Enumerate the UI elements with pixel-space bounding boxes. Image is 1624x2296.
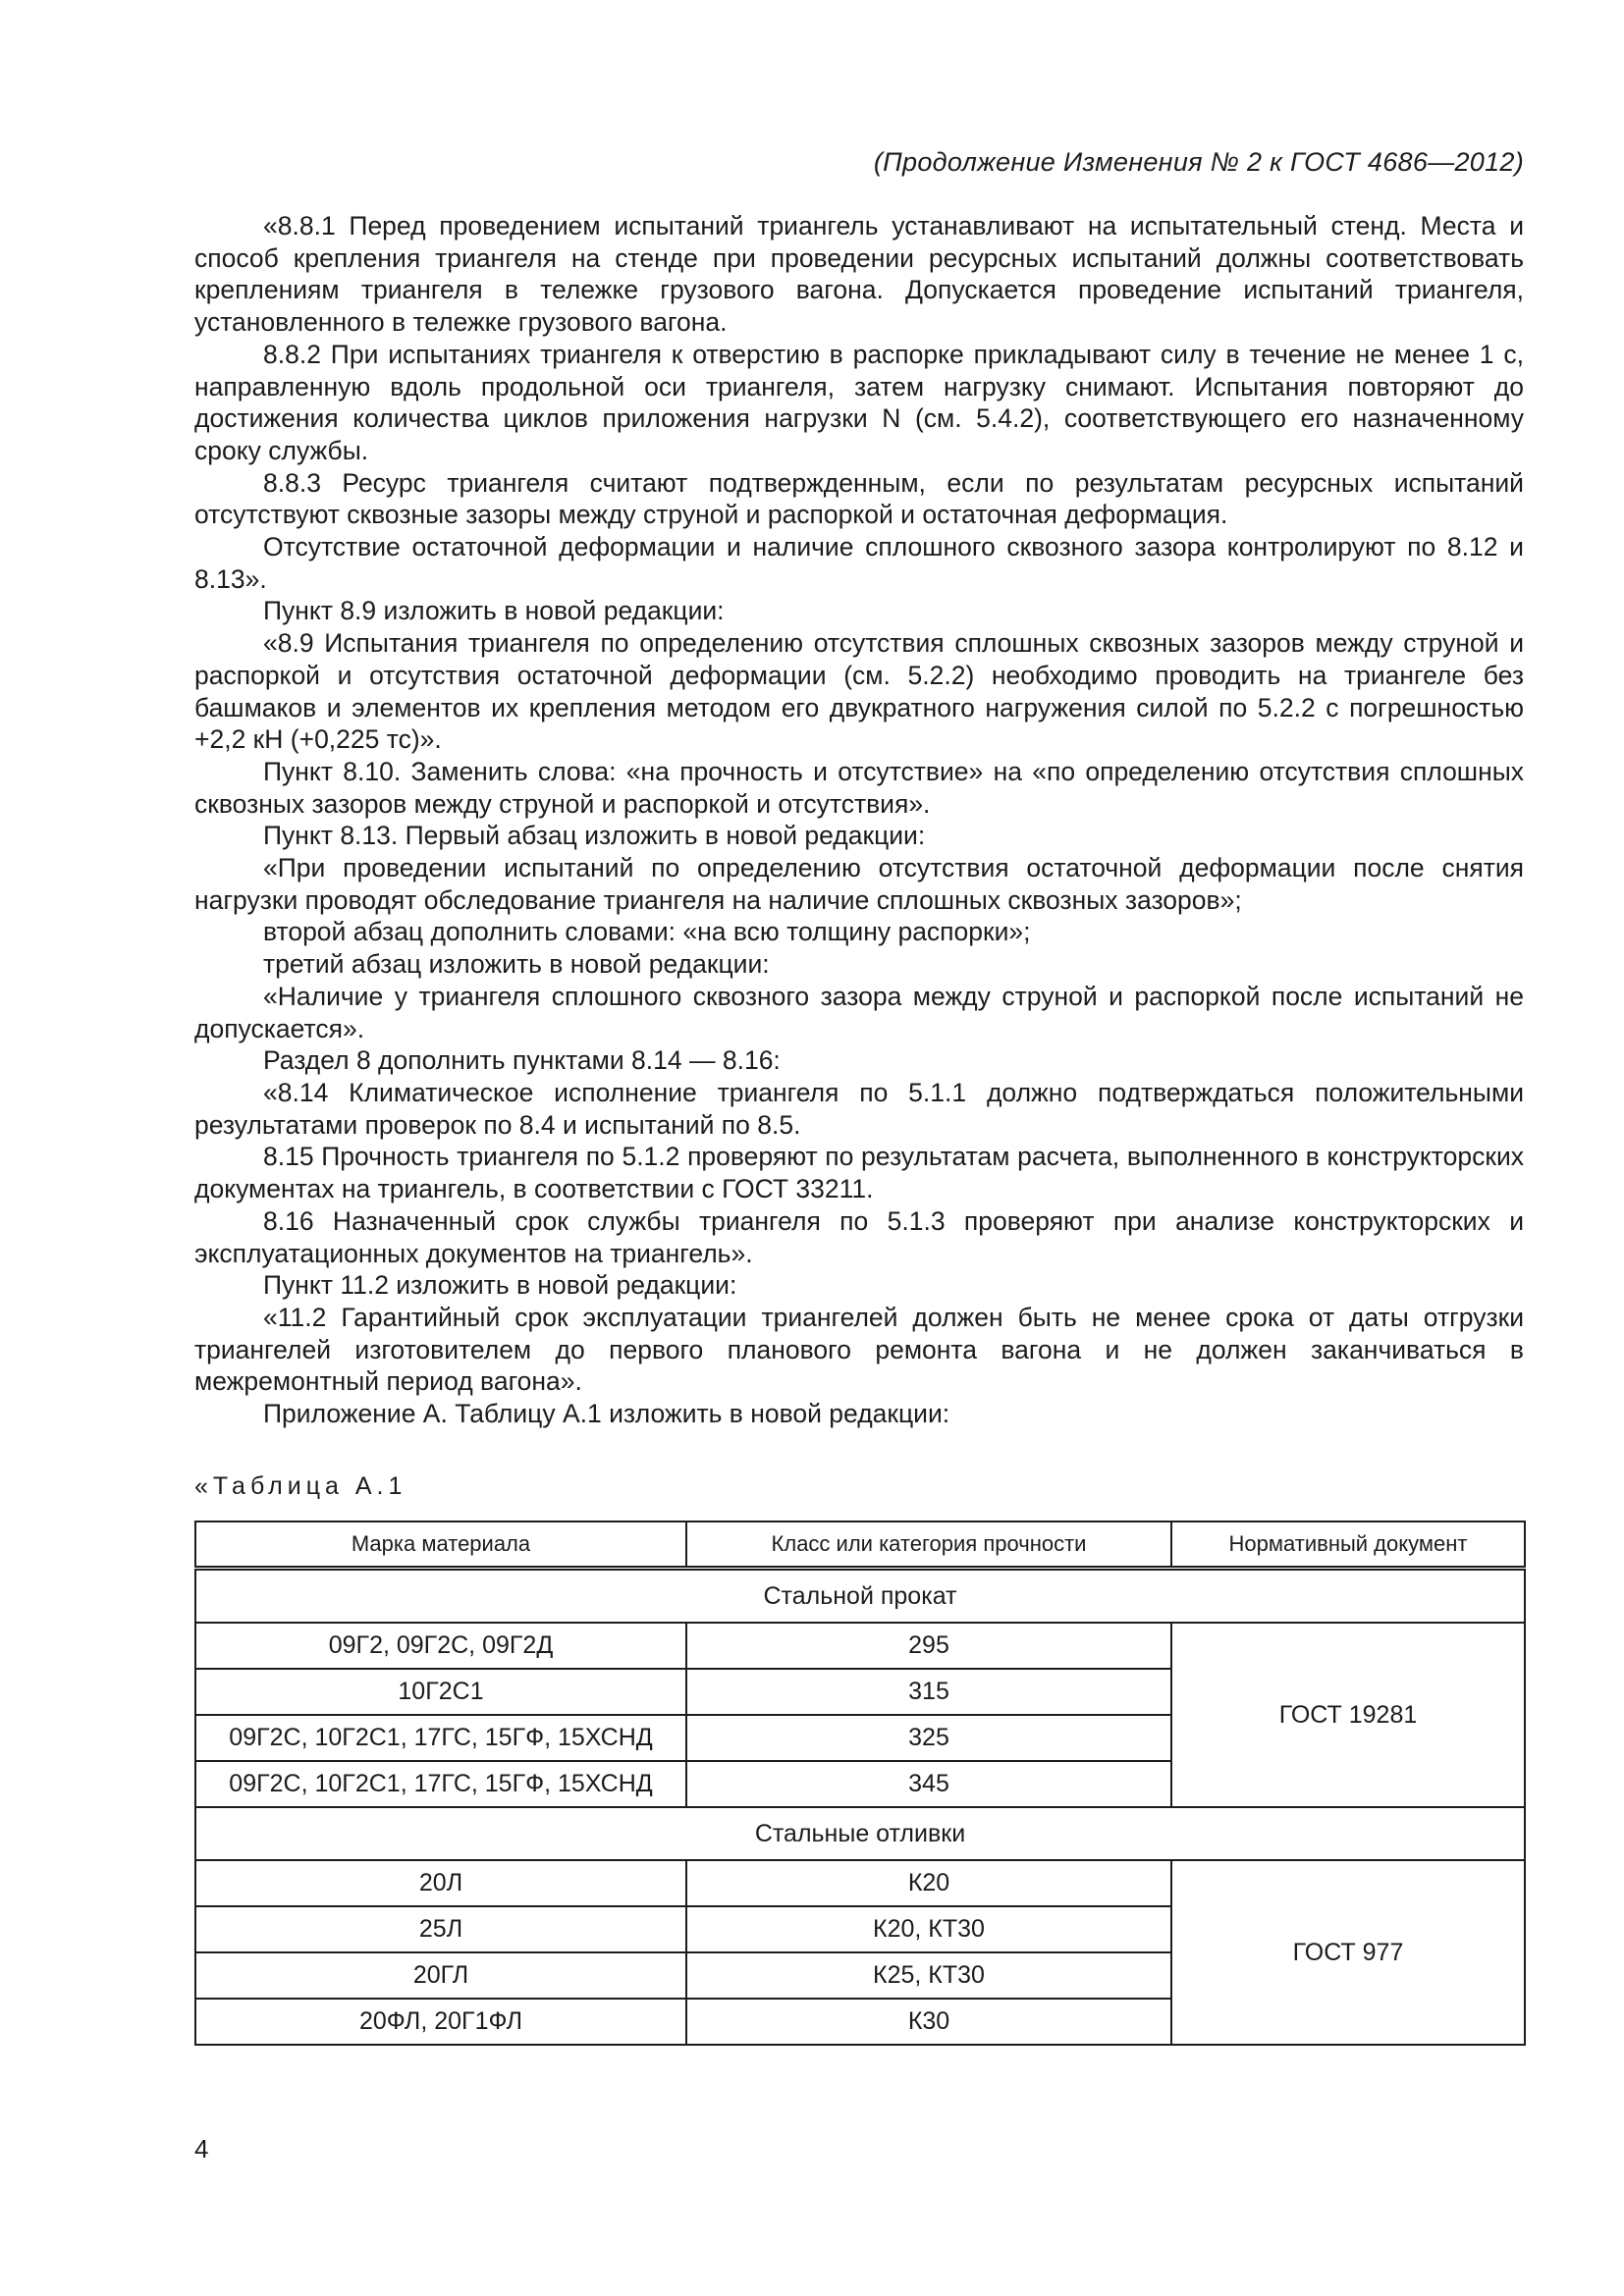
strength-cell: К30 xyxy=(686,1999,1171,2045)
section-title: Стальной прокат xyxy=(195,1569,1525,1624)
column-header: Класс или категория прочности xyxy=(686,1522,1171,1569)
strength-cell: К20, КТ30 xyxy=(686,1906,1171,1952)
paragraph-amend-8-10: Пункт 8.10. Заменить слова: «на прочность и отсутствие» на «по определению отсутствия сплошных сквозных зазоров между струной и распоркой и отсутствия». xyxy=(194,756,1524,819)
strength-cell: 295 xyxy=(686,1623,1171,1669)
paragraph-8-8-2: 8.8.2 При испытаниях триангеля к отверстию в распорке прикладывают силу в течение не менее 1 с, направленную вдоль продольной оси триангеля, затем нагрузку снимают. Испытания повторяют до достижения количества циклов приложения нагрузки N (см. 5.4.2), соответствующего его назначенному сроку службы. xyxy=(194,339,1524,465)
strength-cell: К25, КТ30 xyxy=(686,1952,1171,1999)
page-number: 4 xyxy=(194,2134,209,2163)
material-cell: 10Г2С1 xyxy=(195,1669,686,1715)
paragraph-control-note: Отсутствие остаточной деформации и наличие сплошного сквозного зазора контролируют по 8.12 и 8.13». xyxy=(194,532,1524,594)
paragraph-appendix-a: Приложение А. Таблицу А.1 изложить в новой редакции: xyxy=(263,1399,950,1429)
paragraph-11-2: «11.2 Гарантийный срок эксплуатации триангелей должен быть не менее срока от даты отгрузки триангелей изготовителем до первого планового ремонта вагона и не должен заканчиваться в межремонтный период вагона». xyxy=(194,1302,1524,1397)
paragraph-amend-11-2: Пункт 11.2 изложить в новой редакции: xyxy=(263,1270,737,1301)
material-cell: 20ФЛ, 20Г1ФЛ xyxy=(195,1999,686,2045)
column-header: Нормативный документ xyxy=(1171,1522,1525,1569)
paragraph-8-16: 8.16 Назначенный срок службы триангеля по 5.1.3 проверяют при анализе конструкторских и эксплуатационных документов на триангель». xyxy=(194,1205,1524,1268)
paragraph-8-8-1: «8.8.1 Перед проведением испытаний триангель устанавливают на испытательный стенд. Места и способ крепления триангеля на стенде при проведении ресурсных испытаний должны соответствовать креплениям триангеля в тележке грузового вагона. Допускается проведение испытаний триангеля, установленного в тележке грузового вагона. xyxy=(194,211,1524,338)
material-cell: 20ГЛ xyxy=(195,1952,686,1999)
paragraph-8-15: 8.15 Прочность триангеля по 5.1.2 проверяют по результатам расчета, выполненного в конструкторских документах на триангель, в соответствии с ГОСТ 33211. xyxy=(194,1142,1524,1204)
table-caption: «Таблица А.1 xyxy=(194,1472,407,1500)
materials-table xyxy=(194,1521,1526,2046)
material-cell: 09Г2С, 10Г2С1, 17ГС, 15ГФ, 15ХСНД xyxy=(195,1761,686,1807)
paragraph-8-13-first: «При проведении испытаний по определению отсутствия остаточной деформации после снятия нагрузки проводят обследование триангеля на наличие сплошных сквозных зазоров»; xyxy=(194,853,1524,915)
paragraph-amend-8-9: Пункт 8.9 изложить в новой редакции: xyxy=(263,596,725,626)
strength-cell: 325 xyxy=(686,1715,1171,1761)
table-row xyxy=(195,1623,1525,1669)
section-row xyxy=(195,1807,1525,1860)
column-header: Марка материала xyxy=(195,1522,686,1569)
paragraph-section-8-add: Раздел 8 дополнить пунктами 8.14 — 8.16: xyxy=(263,1045,781,1076)
table-row xyxy=(195,1860,1525,1906)
strength-cell: 315 xyxy=(686,1669,1171,1715)
paragraph-8-14: «8.14 Климатическое исполнение триангеля по 5.1.1 должно подтверждаться положительными результатами проверок по 8.4 и испытаний по 8.5. xyxy=(194,1077,1524,1140)
strength-cell: К20 xyxy=(686,1860,1171,1906)
paragraph-8-9: «8.9 Испытания триангеля по определению отсутствия сплошных сквозных зазоров между струной и распоркой и отсутствия остаточной деформации (см. 5.2.2) необходимо проводить на триангеле без башмаков и элементов их крепления методом его двукратного нагружения силой по 5.2.2 с погрешностью +2,2 кН (+0,225 тс)». xyxy=(194,628,1524,755)
section-row xyxy=(195,1569,1525,1624)
document-body xyxy=(194,210,1524,1430)
material-cell: 20Л xyxy=(195,1860,686,1906)
paragraph-8-13-third-intro: третий абзац изложить в новой редакции: xyxy=(263,949,770,980)
material-cell: 09Г2С, 10Г2С1, 17ГС, 15ГФ, 15ХСНД xyxy=(195,1715,686,1761)
material-cell: 09Г2, 09Г2С, 09Г2Д xyxy=(195,1623,686,1669)
strength-cell: 345 xyxy=(686,1761,1171,1807)
material-cell: 25Л xyxy=(195,1906,686,1952)
continuation-header: (Продолжение Изменения № 2 к ГОСТ 4686—2012) xyxy=(873,147,1524,177)
paragraph-8-13-third: «Наличие у триангеля сплошного сквозного зазора между струной и распоркой после испытаний не допускается». xyxy=(194,981,1524,1043)
paragraph-8-13-second: второй абзац дополнить словами: «на всю толщину распорки»; xyxy=(263,917,1031,947)
section-title: Стальные отливки xyxy=(195,1807,1525,1860)
document-cell: ГОСТ 977 xyxy=(1171,1860,1525,2045)
table-header-row xyxy=(195,1522,1525,1569)
paragraph-8-8-3: 8.8.3 Ресурс триангеля считают подтвержденным, если по результатам ресурсных испытаний отсутствуют сквозные зазоры между струной и распоркой и остаточная деформация. xyxy=(194,467,1524,530)
paragraph-amend-8-13: Пункт 8.13. Первый абзац изложить в новой редакции: xyxy=(263,821,926,851)
document-cell: ГОСТ 19281 xyxy=(1171,1623,1525,1807)
